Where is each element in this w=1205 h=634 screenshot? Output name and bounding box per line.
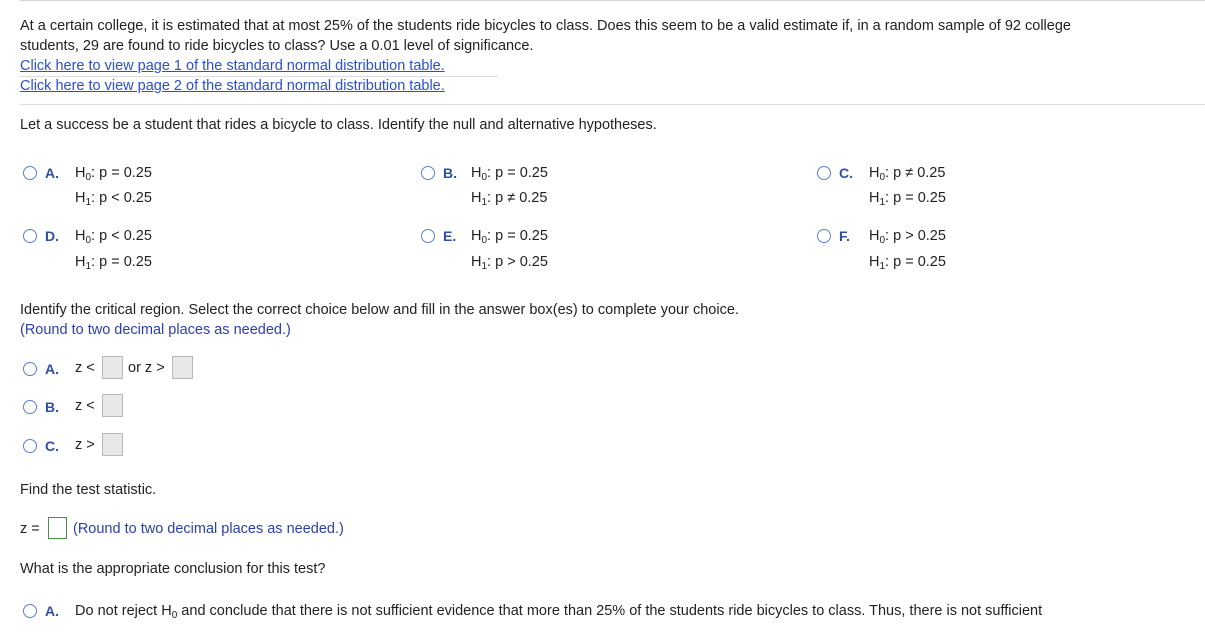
null-hypothesis: $H_0$: p = 0.25	[471, 165, 548, 183]
top-divider	[20, 0, 1205, 1]
option-letter: E.	[443, 228, 457, 244]
option-letter: A.	[45, 165, 59, 181]
z-greater-label: z >	[75, 437, 95, 453]
option-letter: D.	[45, 228, 59, 244]
z-less-label: z <	[75, 398, 95, 414]
null-hypothesis: $H_0$: p < 0.25	[75, 228, 152, 246]
question-line-2: students, 29 are found to ride bicycles to class? Use a 0.01 level of significance.	[20, 38, 534, 54]
radio-button[interactable]	[23, 166, 37, 180]
radio-button[interactable]	[23, 604, 37, 618]
null-hypothesis: $H_0$: p ≠ 0.25	[869, 165, 946, 183]
radio-button[interactable]	[23, 439, 37, 453]
link-divider	[20, 76, 498, 77]
radio-button[interactable]	[817, 229, 831, 243]
alternative-hypothesis: $H_1$: p = 0.25	[869, 190, 946, 208]
z-less-label: z <	[75, 360, 95, 376]
answer-box-lower[interactable]	[102, 356, 123, 379]
critical-region-prompt: Identify the critical region. Select the correct choice below and fill in the answer box(es) to complete your choice.	[20, 302, 739, 318]
question-line-1: At a certain college, it is estimated that at most 25% of the students ride bicycles to class. Does this seem to be a valid estimate if, in a random sample of 92 college	[20, 18, 1071, 34]
alternative-hypothesis: $H_1$: p = 0.25	[869, 254, 946, 272]
conclusion-text: Do not reject $H_0$ and conclude that there is not sufficient evidence that more than 25% of the students ride bicycles to class. Thus, there is not sufficient	[75, 603, 1043, 621]
radio-button[interactable]	[23, 400, 37, 414]
rounding-hint: (Round to two decimal places as needed.)	[20, 322, 291, 338]
null-hypothesis: $H_0$: p = 0.25	[75, 165, 152, 183]
radio-button[interactable]	[421, 166, 435, 180]
rounding-hint: (Round to two decimal places as needed.)	[73, 521, 344, 537]
radio-button[interactable]	[23, 362, 37, 376]
alternative-hypothesis: $H_1$: p < 0.25	[75, 190, 152, 208]
answer-box[interactable]	[102, 433, 123, 456]
radio-button[interactable]	[421, 229, 435, 243]
conclusion-prompt: What is the appropriate conclusion for this test?	[20, 561, 326, 577]
option-letter: A.	[45, 361, 59, 377]
null-hypothesis: $H_0$: p > 0.25	[869, 228, 946, 246]
alternative-hypothesis: $H_1$: p > 0.25	[471, 254, 548, 272]
option-letter: B.	[45, 399, 59, 415]
option-letter: A.	[45, 603, 59, 619]
answer-box[interactable]	[102, 394, 123, 417]
null-hypothesis: $H_0$: p = 0.25	[471, 228, 548, 246]
test-statistic-prompt: Find the test statistic.	[20, 482, 157, 498]
option-letter: C.	[45, 438, 59, 454]
radio-button[interactable]	[817, 166, 831, 180]
normal-table-page1-link[interactable]: Click here to view page 1 of the standard normal distribution table.	[20, 58, 445, 74]
section-divider	[20, 104, 1205, 105]
hypotheses-prompt: Let a success be a student that rides a bicycle to class. Identify the null and alternative hypotheses.	[20, 117, 657, 133]
alternative-hypothesis: $H_1$: p ≠ 0.25	[471, 190, 548, 208]
normal-table-page2-link[interactable]: Click here to view page 2 of the standard normal distribution table.	[20, 78, 445, 94]
option-letter: C.	[839, 165, 853, 181]
answer-box-upper[interactable]	[172, 356, 193, 379]
alternative-hypothesis: $H_1$: p = 0.25	[75, 254, 152, 272]
radio-button[interactable]	[23, 229, 37, 243]
z-greater-label: or z >	[128, 360, 165, 376]
option-letter: F.	[839, 228, 850, 244]
test-statistic-input[interactable]	[48, 517, 67, 539]
option-letter: B.	[443, 165, 457, 181]
z-equals-label: z =	[20, 521, 40, 537]
